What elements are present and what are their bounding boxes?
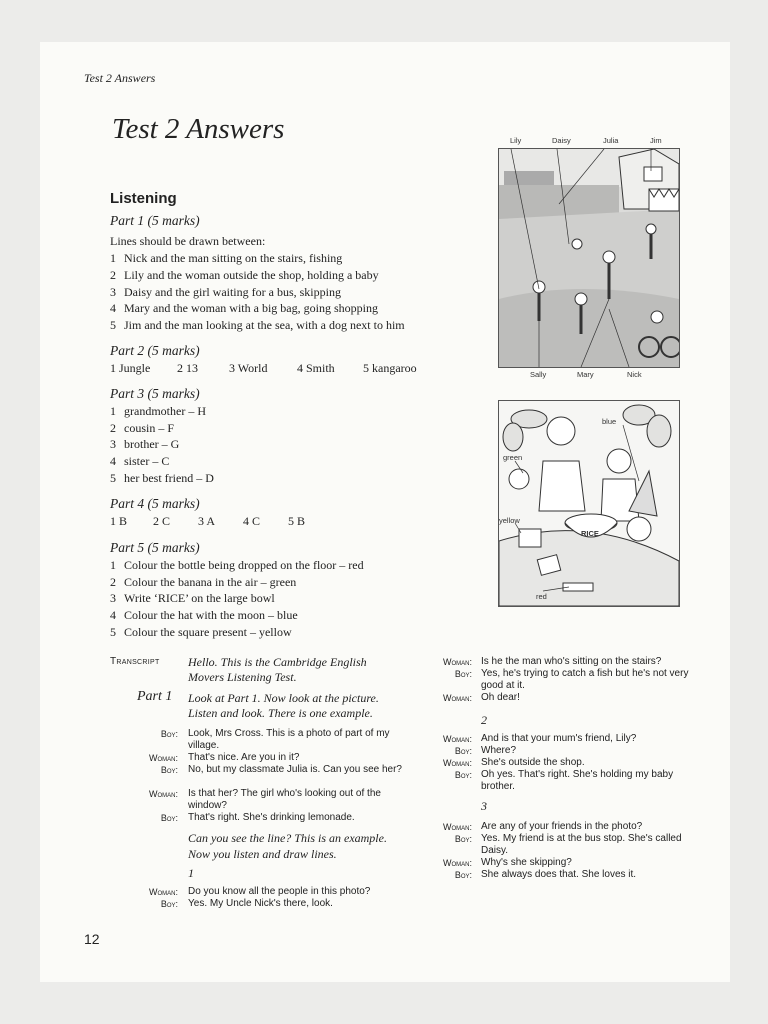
part2-heading: Part 2 (5 marks) xyxy=(110,343,200,358)
item-text: Daisy and the girl waiting for a bus, skipping xyxy=(124,285,341,299)
item-text: Lily and the woman outside the shop, holding a baby xyxy=(124,268,379,282)
item-number: 2 xyxy=(110,575,116,589)
item-text: sister – C xyxy=(124,454,170,468)
speech-line: Are any of your friends in the photo? xyxy=(481,821,643,832)
item-text: Write ‘RICE’ on the large bowl xyxy=(124,591,275,605)
speech-line: Yes, he's trying to catch a fish but he's not very good at it. xyxy=(481,668,689,691)
answer: 4 Smith xyxy=(297,361,335,375)
item-number: 3 xyxy=(110,591,116,605)
speaker: Boy: xyxy=(160,729,178,739)
part1-item xyxy=(110,318,405,333)
transcript-part-intro: Look at Part 1. Now look at the picture. xyxy=(188,691,379,705)
transcript-example-note: Can you see the line? This is an example. xyxy=(188,831,387,845)
page-title: Test 2 Answers xyxy=(112,113,285,145)
label-sally: Sally xyxy=(530,370,547,379)
part3-item xyxy=(110,454,169,469)
item-number: 2 xyxy=(110,268,116,282)
label-yellow: yellow xyxy=(499,516,520,525)
speech-line: Do you know all the people in this photo? xyxy=(188,886,371,897)
part1-heading: Part 1 (5 marks) xyxy=(110,213,200,228)
item-text: Colour the hat with the moon – blue xyxy=(124,608,298,622)
answer: 3 A xyxy=(198,514,216,528)
part5-heading: Part 5 (5 marks) xyxy=(110,540,200,555)
label-daisy: Daisy xyxy=(552,136,571,145)
street-scene-picture xyxy=(498,148,680,368)
label-mary: Mary xyxy=(577,370,594,379)
speech-line: She's outside the shop. xyxy=(481,757,585,768)
part3-item xyxy=(110,471,214,486)
speaker: Boy: xyxy=(454,746,472,756)
speech-line: Yes. My friend is at the bus stop. She's called Daisy. xyxy=(481,833,682,856)
item-number: 2 xyxy=(110,421,116,435)
part1-item xyxy=(110,268,379,283)
item-text: Nick and the man sitting on the stairs, fishing xyxy=(124,251,343,265)
answer: 2 C xyxy=(153,514,171,528)
speech-line: No, but my classmate Julia is. Can you see her? xyxy=(188,764,402,775)
part3-item xyxy=(110,421,174,436)
speaker: Boy: xyxy=(454,669,472,679)
item-text: brother – G xyxy=(124,437,180,451)
part4-answers xyxy=(110,514,305,529)
speech-line: Is that her? The girl who's looking out of the window? xyxy=(188,788,381,811)
part1-item xyxy=(110,251,342,266)
speech-line: Is he the man who's sitting on the stairs? xyxy=(481,656,662,667)
item-text: Colour the square present – yellow xyxy=(124,625,292,639)
speaker: Boy: xyxy=(160,899,178,909)
answer: 5 kangaroo xyxy=(363,361,417,375)
speaker: Woman: xyxy=(443,734,472,744)
answer: 3 World xyxy=(229,361,268,375)
speaker: Woman: xyxy=(443,758,472,768)
speaker: Woman: xyxy=(149,753,178,763)
speaker: Boy: xyxy=(160,765,178,775)
item-number: 4 xyxy=(110,608,116,622)
speech-line: Look, Mrs Cross. This is a photo of part of my village. xyxy=(188,728,390,751)
speaker: Boy: xyxy=(454,870,472,880)
speaker: Woman: xyxy=(149,789,178,799)
speech-line: Why's she skipping? xyxy=(481,857,572,868)
section-heading-listening: Listening xyxy=(110,190,177,207)
item-text: Mary and the woman with a big bag, going shopping xyxy=(124,301,378,315)
item-text: cousin – F xyxy=(124,421,175,435)
speaker: Boy: xyxy=(454,770,472,780)
item-number: 1 xyxy=(110,558,116,572)
label-blue: blue xyxy=(602,417,617,426)
transcript-part-intro: Listen and look. There is one example. xyxy=(188,706,373,720)
part3-item xyxy=(110,404,206,419)
part5-item xyxy=(110,608,298,623)
transcript-label: Transcript xyxy=(110,656,160,667)
speaker: Woman: xyxy=(443,822,472,832)
item-number: 3 xyxy=(110,437,116,451)
part5-item xyxy=(110,591,275,606)
item-number: 5 xyxy=(110,318,116,332)
speech-line: Where? xyxy=(481,745,517,756)
part1-intro: Lines should be drawn between: xyxy=(110,234,266,248)
item-number: 5 xyxy=(110,625,116,639)
speech-line: That's right. She's drinking lemonade. xyxy=(188,812,355,823)
label-rice: RICE xyxy=(581,529,599,538)
speaker: Boy: xyxy=(454,834,472,844)
item-text: her best friend – D xyxy=(124,471,214,485)
speaker: Woman: xyxy=(443,693,472,703)
answer: 5 B xyxy=(288,514,306,528)
label-red: red xyxy=(536,592,547,601)
label-julia: Julia xyxy=(603,136,619,145)
transcript-intro-line: Hello. This is the Cambridge English xyxy=(188,655,367,669)
item-number: 4 xyxy=(110,454,116,468)
item-text: grandmother – H xyxy=(124,404,206,418)
speaker: Woman: xyxy=(149,887,178,897)
speaker: Woman: xyxy=(443,657,472,667)
item-number: 4 xyxy=(110,301,116,315)
part1-item xyxy=(110,285,341,300)
page-number: 12 xyxy=(84,931,100,947)
item-text: Colour the banana in the air – green xyxy=(124,575,297,589)
party-scene-picture xyxy=(498,400,680,607)
transcript-number: 3 xyxy=(481,799,487,813)
part5-item xyxy=(110,575,296,590)
part5-item xyxy=(110,625,292,640)
answer: 1 B xyxy=(110,514,128,528)
item-number: 5 xyxy=(110,471,116,485)
speech-line: That's nice. Are you in it? xyxy=(188,752,300,763)
item-number: 1 xyxy=(110,251,116,265)
label-green: green xyxy=(503,453,523,462)
part5-item xyxy=(110,558,364,573)
label-jim: Jim xyxy=(650,136,662,145)
transcript-number: 1 xyxy=(188,866,194,880)
speech-line: And is that your mum's friend, Lily? xyxy=(481,733,637,744)
answer: 4 C xyxy=(243,514,261,528)
item-number: 1 xyxy=(110,404,116,418)
answer: 2 13 xyxy=(177,361,198,375)
transcript-example-note: Now you listen and draw lines. xyxy=(188,847,337,861)
transcript-number: 2 xyxy=(481,713,487,727)
part4-heading: Part 4 (5 marks) xyxy=(110,496,200,511)
answer: 1 Jungle xyxy=(110,361,151,375)
part3-item xyxy=(110,437,179,452)
speaker: Boy: xyxy=(160,813,178,823)
speech-line: Oh yes. That's right. She's holding my baby brother. xyxy=(481,769,674,792)
label-lily: Lily xyxy=(510,136,522,145)
part3-heading: Part 3 (5 marks) xyxy=(110,386,200,401)
running-head: Test 2 Answers xyxy=(84,71,156,85)
party-scene-illustration xyxy=(499,401,679,606)
transcript-intro-line: Movers Listening Test. xyxy=(188,670,297,684)
speech-line: Yes. My Uncle Nick's there, look. xyxy=(188,898,333,909)
speaker: Woman: xyxy=(443,858,472,868)
item-number: 3 xyxy=(110,285,116,299)
item-text: Colour the bottle being dropped on the floor – red xyxy=(124,558,364,572)
part1-item xyxy=(110,301,378,316)
part2-answers xyxy=(110,361,417,376)
speech-line: She always does that. She loves it. xyxy=(481,869,637,880)
speech-line: Oh dear! xyxy=(481,692,520,703)
item-text: Jim and the man looking at the sea, with a dog next to him xyxy=(124,318,405,332)
transcript-part-tag: Part 1 xyxy=(137,689,173,704)
street-scene-illustration xyxy=(499,149,679,367)
label-nick: Nick xyxy=(627,370,642,379)
